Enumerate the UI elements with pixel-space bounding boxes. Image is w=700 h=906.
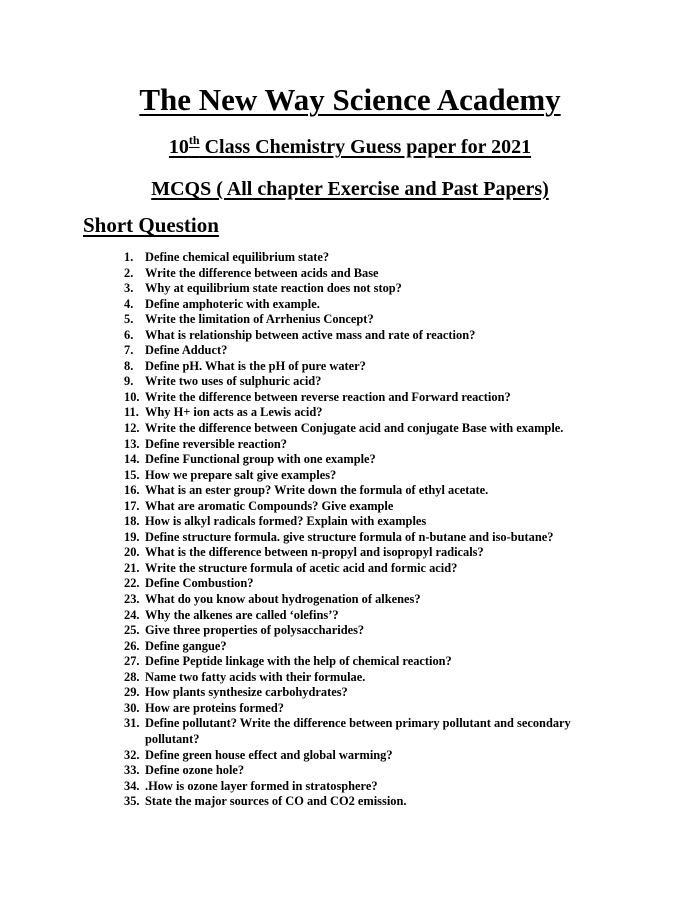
question-text: Define pollutant? Write the difference between primary pollutant and secondary pollutant? xyxy=(145,716,571,746)
question-item xyxy=(124,576,624,592)
question-item xyxy=(124,281,624,297)
question-number: 34. xyxy=(124,778,140,793)
question-item xyxy=(124,328,624,344)
question-text: What are aromatic Compounds? Give example xyxy=(145,498,394,513)
subtitle-text: Class Chemistry Guess paper for 2021 xyxy=(199,136,532,158)
question-number: 22. xyxy=(124,576,140,591)
question-text: Write the structure formula of acetic acid and formic acid? xyxy=(145,560,458,575)
question-item xyxy=(124,250,624,266)
question-text: How is alkyl radicals formed? Explain with examples xyxy=(145,514,427,529)
question-number: 8. xyxy=(124,358,134,373)
question-text: Define pH. What is the pH of pure water? xyxy=(145,358,366,373)
question-number: 1. xyxy=(124,250,134,264)
question-text: Write the difference between acids and Base xyxy=(145,265,379,280)
question-item xyxy=(124,608,624,624)
question-item xyxy=(124,437,624,453)
question-item xyxy=(124,639,624,655)
question-text: Define chemical equilibrium state? xyxy=(145,250,330,264)
question-text: How are proteins formed? xyxy=(145,700,284,715)
question-text: What is relationship between active mass and rate of reaction? xyxy=(145,327,476,342)
question-item xyxy=(124,468,624,484)
question-number: 23. xyxy=(124,592,140,607)
question-item xyxy=(124,374,624,390)
question-text: Give three properties of polysaccharides? xyxy=(145,623,365,638)
question-text: Define Adduct? xyxy=(145,343,228,358)
question-number: 12. xyxy=(124,421,140,436)
question-number: 26. xyxy=(124,638,140,653)
question-number: 21. xyxy=(124,560,140,575)
question-text: .How is ozone layer formed in stratosphere? xyxy=(145,778,378,793)
question-number: 27. xyxy=(124,654,140,669)
question-item xyxy=(124,748,624,764)
question-text: Define green house effect and global warming? xyxy=(145,747,393,762)
question-number: 17. xyxy=(124,498,140,513)
question-text: Define reversible reaction? xyxy=(145,436,287,451)
question-number: 28. xyxy=(124,669,140,684)
question-number: 16. xyxy=(124,483,140,498)
question-text: State the major sources of CO and CO2 emission. xyxy=(145,794,407,809)
question-item xyxy=(124,499,624,515)
question-item xyxy=(124,592,624,608)
question-number: 5. xyxy=(124,312,134,327)
question-item xyxy=(124,343,624,359)
document-subtitle xyxy=(0,135,700,159)
question-item xyxy=(124,701,624,717)
question-item xyxy=(124,685,624,701)
question-item xyxy=(124,405,624,421)
question-text: How we prepare salt give examples? xyxy=(145,467,337,482)
question-text: Write two uses of sulphuric acid? xyxy=(145,374,322,389)
question-number: 13. xyxy=(124,436,140,451)
question-list xyxy=(124,250,624,810)
question-number: 14. xyxy=(124,452,140,467)
question-text: Define Combustion? xyxy=(145,576,254,591)
question-text: What is an ester group? Write down the formula of ethyl acetate. xyxy=(145,483,489,498)
question-item xyxy=(124,716,624,747)
question-item xyxy=(124,514,624,530)
question-text: Write the difference between Conjugate acid and conjugate Base with example. xyxy=(145,421,564,436)
question-item xyxy=(124,779,624,795)
question-text: Name two fatty acids with their formulae. xyxy=(145,669,366,684)
question-number: 6. xyxy=(124,327,134,342)
question-number: 2. xyxy=(124,265,134,280)
question-item xyxy=(124,670,624,686)
question-item xyxy=(124,483,624,499)
question-item xyxy=(124,794,624,810)
question-number: 19. xyxy=(124,529,140,544)
question-number: 7. xyxy=(124,343,134,358)
question-number: 11. xyxy=(124,405,139,420)
question-text: Define amphoteric with example. xyxy=(145,296,320,311)
question-number: 10. xyxy=(124,389,140,404)
section-heading: Short Question xyxy=(83,213,219,237)
question-item xyxy=(124,452,624,468)
question-text: Define Peptide linkage with the help of chemical reaction? xyxy=(145,654,452,669)
question-text: Define structure formula. give structure formula of n-butane and iso-butane? xyxy=(145,529,554,544)
question-number: 3. xyxy=(124,281,134,296)
question-text: Define Functional group with one example? xyxy=(145,452,376,467)
subtitle-superscript: th xyxy=(188,133,200,147)
question-number: 20. xyxy=(124,545,140,560)
question-item xyxy=(124,421,624,437)
document-title: The New Way Science Academy xyxy=(139,82,561,117)
question-item xyxy=(124,312,624,328)
question-item xyxy=(124,297,624,313)
question-text: Why the alkenes are called ‘olefins’? xyxy=(145,607,339,622)
question-item xyxy=(124,545,624,561)
question-item xyxy=(124,266,624,282)
question-text: Define gangue? xyxy=(145,638,227,653)
question-number: 18. xyxy=(124,514,140,529)
question-item xyxy=(124,654,624,670)
question-number: 15. xyxy=(124,467,140,482)
question-item xyxy=(124,623,624,639)
subtitle-class-number: 10 xyxy=(168,136,189,158)
question-item xyxy=(124,390,624,406)
question-item xyxy=(124,530,624,546)
question-text: Why H+ ion acts as a Lewis acid? xyxy=(145,405,323,420)
question-number: 33. xyxy=(124,763,140,778)
question-number: 35. xyxy=(124,794,140,809)
question-item xyxy=(124,561,624,577)
question-text: How plants synthesize carbohydrates? xyxy=(145,685,348,700)
question-text: What is the difference between n-propyl and isopropyl radicals? xyxy=(145,545,484,560)
question-text: Write the difference between reverse reaction and Forward reaction? xyxy=(145,389,511,404)
question-number: 4. xyxy=(124,296,134,311)
document-subtitle-mcqs: MCQS ( All chapter Exercise and Past Papers) xyxy=(151,178,549,200)
question-text: What do you know about hydrogenation of alkenes? xyxy=(145,592,421,607)
question-number: 32. xyxy=(124,747,140,762)
question-number: 25. xyxy=(124,623,140,638)
question-item xyxy=(124,359,624,375)
question-text: Why at equilibrium state reaction does not stop? xyxy=(145,281,402,296)
question-number: 29. xyxy=(124,685,140,700)
question-number: 31. xyxy=(124,716,140,731)
question-text: Define ozone hole? xyxy=(145,763,245,778)
question-number: 9. xyxy=(124,374,134,389)
question-number: 30. xyxy=(124,700,140,715)
question-number: 24. xyxy=(124,607,140,622)
question-item xyxy=(124,763,624,779)
question-text: Write the limitation of Arrhenius Concept? xyxy=(145,312,374,327)
